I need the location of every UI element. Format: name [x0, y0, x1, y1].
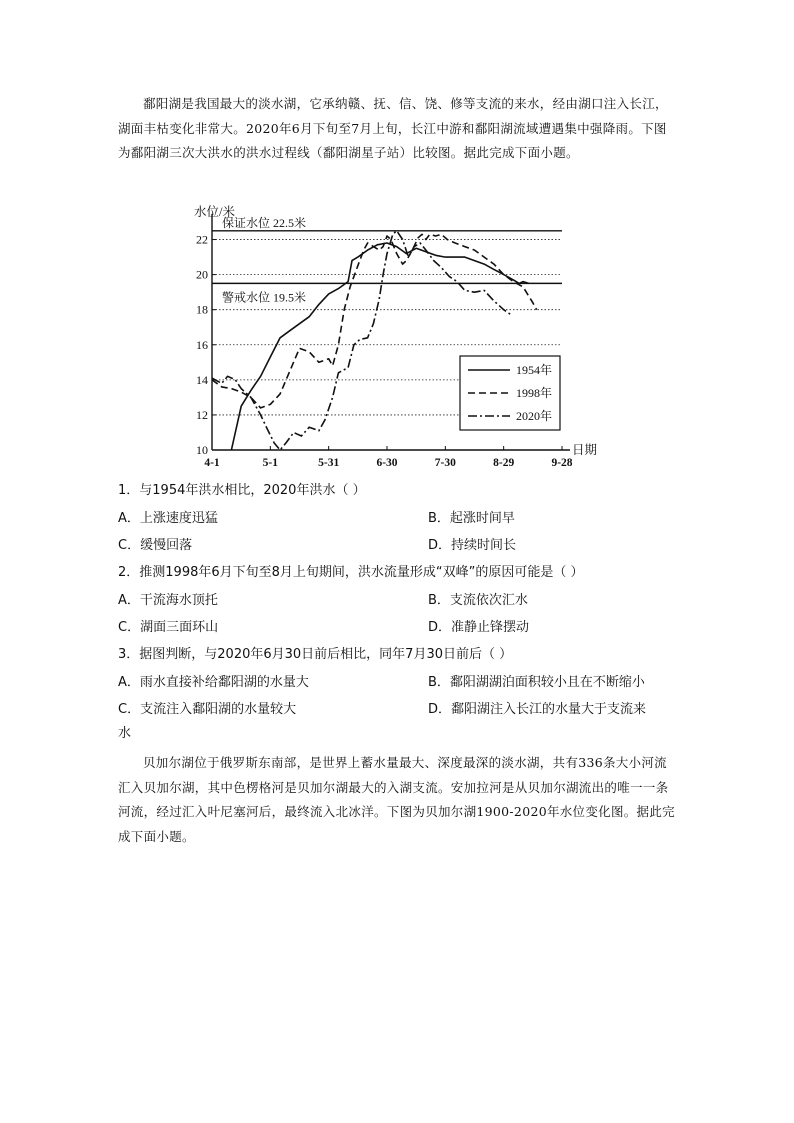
- question-2-stem: 2．推测1998年6月下旬至8月上旬期间，洪水流量形成“双峰”的原因可能是（ ）: [118, 565, 584, 580]
- water-level-chart: [180, 200, 610, 475]
- question-1-stem: 1．与1954年洪水相比，2020年洪水（ ）: [118, 483, 366, 498]
- y-axis-label: 水位/米: [194, 205, 235, 219]
- x-tick-label: 5-1: [262, 457, 279, 469]
- x-tick-label: 5-31: [318, 457, 340, 469]
- y-tick-label: 14: [196, 372, 208, 387]
- q1-option-a[interactable]: A．上涨速度迅猛: [118, 511, 218, 526]
- y-tick-label: 16: [196, 337, 208, 352]
- y-tick-label: 18: [196, 302, 208, 317]
- q3-option-d-continued: 水: [118, 726, 132, 741]
- x-axis-label: 日期: [572, 443, 598, 457]
- q3-option-a[interactable]: A．雨水直接补给鄱阳湖的水量大: [118, 675, 309, 690]
- q2-option-a[interactable]: A．干流海水顶托: [118, 593, 218, 608]
- q2-option-d[interactable]: D．准静止锋摆动: [428, 620, 530, 635]
- y-tick-label: 22: [196, 232, 208, 247]
- q3-option-b[interactable]: B．鄱阳湖湖泊面积较小且在不断缩小: [428, 675, 645, 690]
- x-tick-label: 7-30: [434, 457, 456, 469]
- chart-svg: [180, 200, 610, 475]
- y-tick-label: 20: [196, 267, 208, 282]
- x-tick-label: 9-28: [551, 457, 573, 469]
- x-tick-label: 4-1: [204, 457, 220, 469]
- q1-option-d[interactable]: D．持续时间长: [428, 538, 517, 553]
- q3-option-c[interactable]: C．支流注入鄱阳湖的水量较大: [118, 702, 297, 717]
- q1-option-c[interactable]: C．缓慢回落: [118, 538, 193, 553]
- q2-option-b[interactable]: B．支流依次汇水: [428, 593, 528, 608]
- reference-line-label: 保证水位 22.5米: [222, 215, 307, 230]
- q1-option-b[interactable]: B．起涨时间早: [428, 511, 515, 526]
- y-tick-label: 10: [196, 443, 208, 457]
- q2-option-c[interactable]: C．湖面三面环山: [118, 620, 219, 635]
- intro-paragraph: 鄱阳湖是我国最大的淡水湖，它承纳赣、抚、信、饶、修等支流的来水，经由湖口注入长江，湖面丰枯变化非常大。2020年6月下旬至7月上旬，长江中游和鄱阳湖流域遭遇集中强降雨。下图为鄱阳湖三次大洪水的洪水过程线（鄱阳湖星子站）比较图。据此完成下面小题。: [118, 96, 668, 160]
- legend-label: 2020年: [516, 409, 553, 423]
- x-tick-label: 6-30: [376, 457, 398, 469]
- baikal-passage: 贝加尔湖位于俄罗斯东南部，是世界上蓄水量最大、深度最深的淡水湖，共有336条大小河流汇入贝加尔湖，其中色楞格河是贝加尔湖最大的入湖支流。安加拉河是从贝加尔湖流出的唯一一条河流，经过汇入叶尼塞河后，最终流入北冰洋。下图为贝加尔湖1900-2020年水位变化图。据此完成下面小题。: [118, 755, 675, 844]
- legend-label: 1998年: [516, 386, 553, 400]
- y-tick-label: 12: [196, 407, 208, 422]
- q3-option-d[interactable]: D．鄱阳湖注入长江的水量大于支流来: [428, 702, 647, 717]
- reference-line-label: 警戒水位 19.5米: [222, 290, 307, 305]
- x-tick-label: 8-29: [493, 457, 515, 469]
- legend-label: 1954年: [516, 363, 553, 377]
- question-3-stem: 3．据图判断，与2020年6月30日前后相比，同年7月30日前后（ ）: [118, 647, 513, 662]
